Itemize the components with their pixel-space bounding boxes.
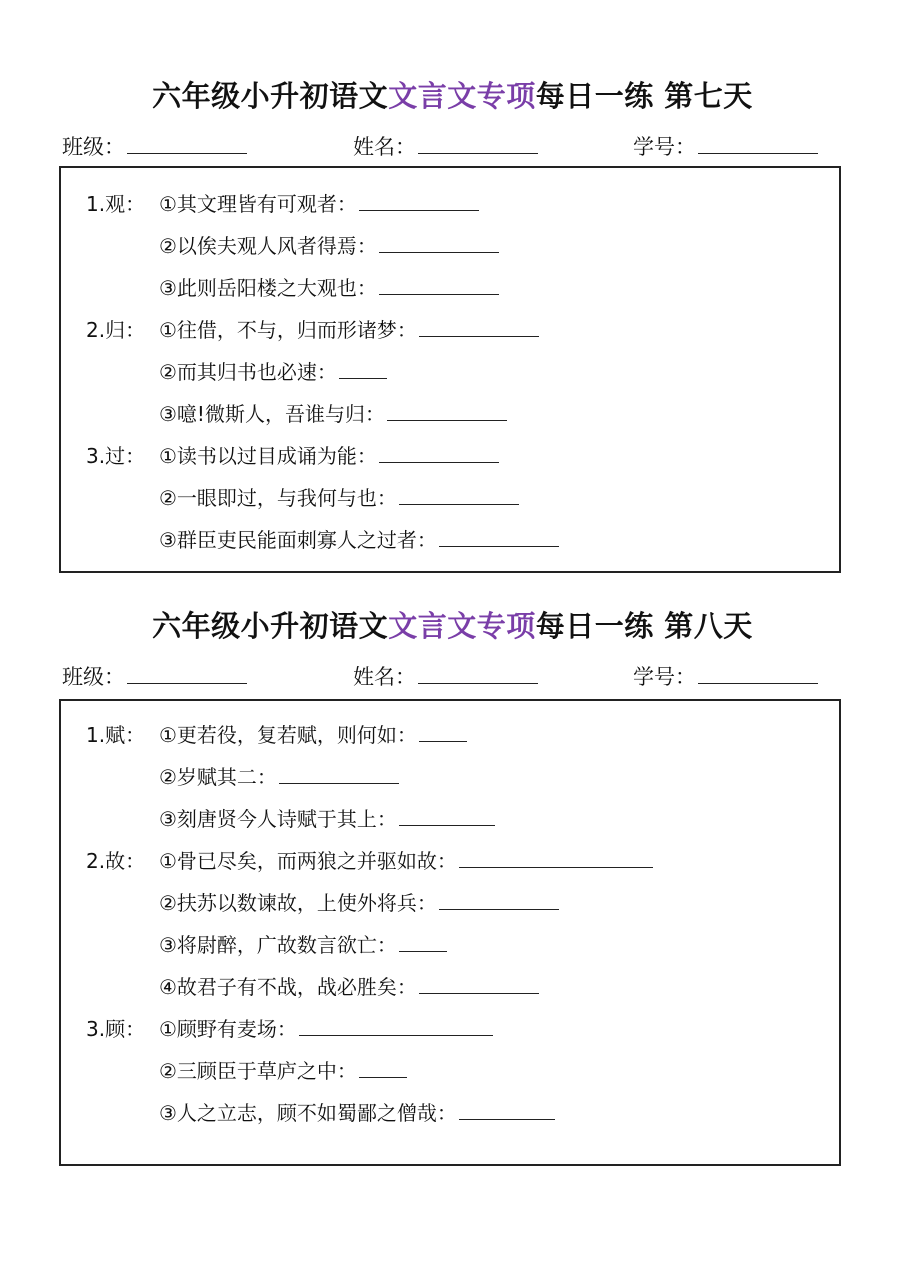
answer-blank[interactable] (279, 763, 399, 784)
question-sentence: ③群臣吏民能面刺寡人之过者： (159, 524, 559, 553)
answer-blank[interactable] (379, 274, 499, 295)
question-number: 1.观： (86, 192, 146, 216)
question-sentence: ①更若役，复若赋，则何如： (159, 719, 467, 748)
title-prefix: 六年级小升初语文 (152, 609, 389, 643)
answer-blank[interactable] (379, 442, 499, 463)
exercise-row (61, 482, 841, 512)
question-sentence: ④故君子有不战，战必胜矣： (159, 971, 539, 1000)
id-label: 学号： (633, 135, 696, 159)
question-sentence: ②以俟夫观人风者得焉： (159, 230, 499, 259)
name-field (353, 661, 538, 691)
title-highlight: 文言文专项 (388, 79, 536, 113)
exercise-row (61, 1097, 841, 1127)
class-blank[interactable] (127, 133, 247, 154)
answer-blank[interactable] (339, 358, 387, 379)
answer-blank[interactable] (379, 232, 499, 253)
worksheet-title-day8 (0, 604, 905, 645)
question-number: 3.顾： (86, 1017, 146, 1041)
title-suffix: 每日一练 第八天 (535, 609, 753, 643)
class-field (62, 661, 247, 691)
exercise-row (61, 524, 841, 554)
exercise-row (61, 230, 841, 260)
name-label: 姓名： (353, 665, 416, 689)
name-blank[interactable] (418, 663, 538, 684)
exercise-row (61, 719, 841, 749)
exercise-box-day7 (59, 166, 841, 573)
title-highlight: 文言文专项 (388, 609, 536, 643)
question-sentence: ③噫!微斯人，吾谁与归： (159, 398, 507, 427)
question-sentence: ③刻唐贤今人诗赋于其上： (159, 803, 495, 832)
answer-blank[interactable] (399, 805, 495, 826)
question-sentence: ①顾野有麦场： (159, 1013, 493, 1042)
exercise-row (61, 188, 841, 218)
exercise-row (61, 971, 841, 1001)
title-suffix: 每日一练 第七天 (535, 79, 753, 113)
class-label: 班级： (62, 135, 125, 159)
name-label: 姓名： (353, 135, 416, 159)
exercise-row (61, 272, 841, 302)
id-field (633, 131, 818, 161)
answer-blank[interactable] (399, 484, 519, 505)
exercise-row (61, 761, 841, 791)
exercise-row (61, 314, 841, 344)
answer-blank[interactable] (419, 316, 539, 337)
answer-blank[interactable] (419, 973, 539, 994)
class-blank[interactable] (127, 663, 247, 684)
question-sentence: ②三顾臣于草庐之中： (159, 1055, 407, 1084)
question-number: 3.过： (86, 444, 146, 468)
exercise-row (61, 440, 841, 470)
id-field (633, 661, 818, 691)
name-field (353, 131, 538, 161)
answer-blank[interactable] (359, 1057, 407, 1078)
id-label: 学号： (633, 665, 696, 689)
worksheet-title-day7 (0, 74, 905, 115)
exercise-row (61, 803, 841, 833)
question-sentence: ②扶苏以数谏故，上使外将兵： (159, 887, 559, 916)
question-number: 2.故： (86, 849, 146, 873)
answer-blank[interactable] (399, 931, 447, 952)
title-prefix: 六年级小升初语文 (152, 79, 389, 113)
question-sentence: ①读书以过目成诵为能： (159, 440, 499, 469)
question-number: 1.赋： (86, 723, 146, 747)
answer-blank[interactable] (459, 847, 653, 868)
exercise-row (61, 1013, 841, 1043)
question-sentence: ②岁赋其二： (159, 761, 399, 790)
exercise-row (61, 887, 841, 917)
exercise-row (61, 356, 841, 386)
name-blank[interactable] (418, 133, 538, 154)
class-field (62, 131, 247, 161)
exercise-row (61, 845, 841, 875)
question-number: 2.归： (86, 318, 146, 342)
answer-blank[interactable] (439, 889, 559, 910)
answer-blank[interactable] (439, 526, 559, 547)
question-sentence: ②而其归书也必速： (159, 356, 387, 385)
answer-blank[interactable] (419, 721, 467, 742)
class-label: 班级： (62, 665, 125, 689)
question-sentence: ①骨已尽矣，而两狼之并驱如故： (159, 845, 653, 874)
answer-blank[interactable] (359, 190, 479, 211)
id-blank[interactable] (698, 663, 818, 684)
id-blank[interactable] (698, 133, 818, 154)
question-sentence: ③此则岳阳楼之大观也： (159, 272, 499, 301)
question-sentence: ②一眼即过，与我何与也： (159, 482, 519, 511)
question-sentence: ③人之立志，顾不如蜀鄙之僧哉： (159, 1097, 555, 1126)
student-info-row (62, 661, 842, 691)
question-sentence: ③将尉醉，广故数言欲亡： (159, 929, 447, 958)
answer-blank[interactable] (459, 1099, 555, 1120)
question-sentence: ①往借，不与，归而形诸梦： (159, 314, 539, 343)
student-info-row (62, 131, 842, 161)
exercise-row (61, 398, 841, 428)
exercise-row (61, 929, 841, 959)
exercise-box-day8 (59, 699, 841, 1166)
exercise-row (61, 1055, 841, 1085)
answer-blank[interactable] (299, 1015, 493, 1036)
question-sentence: ①其文理皆有可观者： (159, 188, 479, 217)
answer-blank[interactable] (387, 400, 507, 421)
